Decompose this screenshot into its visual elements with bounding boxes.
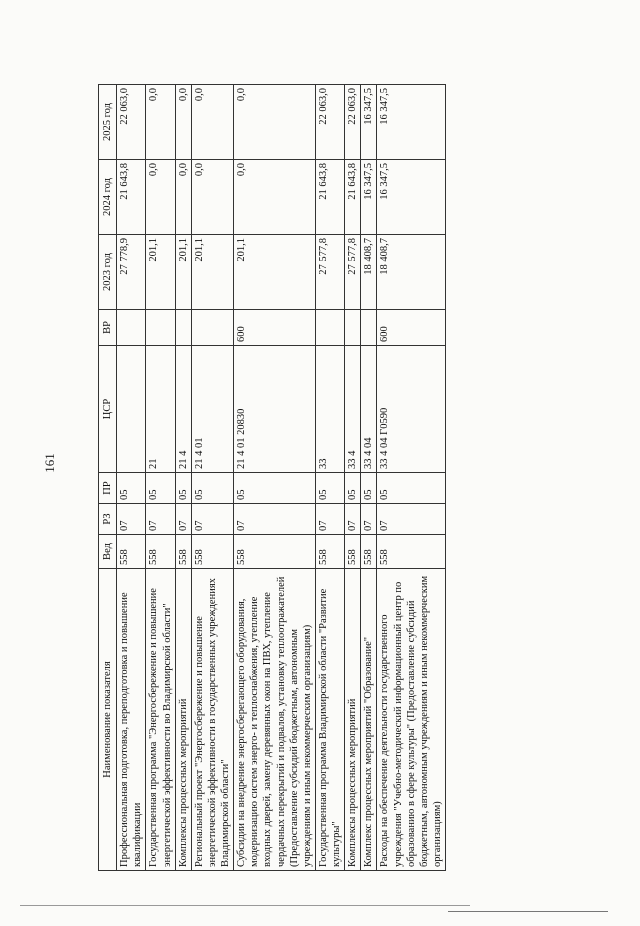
row-ved: 558 — [191, 535, 233, 569]
table-row — [361, 85, 377, 871]
scan-edge-line — [20, 905, 470, 906]
row-name: Комплекс процессных мероприятий "Образование" — [361, 569, 377, 871]
table-row — [377, 85, 446, 871]
row-2025: 22 063,0 — [315, 85, 344, 160]
row-2023: 201,1 — [175, 235, 191, 310]
row-2024: 16 347,5 — [377, 160, 446, 235]
header-csr: ЦСР — [99, 346, 117, 473]
row-vr — [191, 310, 233, 346]
row-2025: 16 347,5 — [361, 85, 377, 160]
row-2025: 0,0 — [191, 85, 233, 160]
row-csr: 33 — [315, 346, 344, 473]
row-2024: 21 643,8 — [315, 160, 344, 235]
row-ved: 558 — [377, 535, 446, 569]
row-ved: 558 — [315, 535, 344, 569]
row-2025: 0,0 — [175, 85, 191, 160]
row-rz: 07 — [361, 504, 377, 535]
row-2023: 201,1 — [234, 235, 316, 310]
row-vr — [315, 310, 344, 346]
row-vr — [117, 310, 146, 346]
row-rz: 07 — [315, 504, 344, 535]
row-vr — [361, 310, 377, 346]
row-vr: 600 — [377, 310, 446, 346]
row-pr: 05 — [377, 473, 446, 504]
header-2024: 2024 год — [99, 160, 117, 235]
row-csr — [117, 346, 146, 473]
row-rz: 07 — [146, 504, 175, 535]
table-row — [191, 85, 233, 871]
table-row — [175, 85, 191, 871]
table-row — [146, 85, 175, 871]
row-2023: 27 778,9 — [117, 235, 146, 310]
row-pr: 05 — [361, 473, 377, 504]
table-row — [234, 85, 316, 871]
row-2024: 0,0 — [146, 160, 175, 235]
row-rz: 07 — [117, 504, 146, 535]
row-csr: 21 4 01 — [191, 346, 233, 473]
row-pr: 05 — [234, 473, 316, 504]
row-vr — [146, 310, 175, 346]
table-row — [315, 85, 344, 871]
row-ved: 558 — [175, 535, 191, 569]
row-csr: 21 — [146, 346, 175, 473]
row-2023: 18 408,7 — [361, 235, 377, 310]
row-2025: 22 063,0 — [117, 85, 146, 160]
row-rz: 07 — [234, 504, 316, 535]
row-rz: 07 — [377, 504, 446, 535]
header-vr: ВР — [99, 310, 117, 346]
row-2023: 201,1 — [191, 235, 233, 310]
header-row — [99, 85, 117, 871]
row-2024: 21 643,8 — [117, 160, 146, 235]
table-row — [117, 85, 146, 871]
row-vr — [345, 310, 361, 346]
row-csr: 33 4 04 Г0590 — [377, 346, 446, 473]
row-2024: 0,0 — [175, 160, 191, 235]
table-row — [345, 85, 361, 871]
header-name: Наименование показателя — [99, 569, 117, 871]
row-ved: 558 — [345, 535, 361, 569]
row-name: Расходы на обеспечение деятельности государственного учреждения "Учебно-методический информационный центр по образованию в сфере культуры" (Предоставление субсидий бюджетным, автономным учреждениям и иным некоммерческим организациям) — [377, 569, 446, 871]
row-csr: 21 4 — [175, 346, 191, 473]
header-2023: 2023 год — [99, 235, 117, 310]
row-2025: 0,0 — [234, 85, 316, 160]
row-2025: 22 063,0 — [345, 85, 361, 160]
row-pr: 05 — [315, 473, 344, 504]
row-ved: 558 — [234, 535, 316, 569]
row-vr: 600 — [234, 310, 316, 346]
row-name: Государственная программа "Энергосбережение и повышение энергетической эффективности во Владимирской области" — [146, 569, 175, 871]
row-2025: 16 347,5 — [377, 85, 446, 160]
header-rz: РЗ — [99, 504, 117, 535]
row-csr: 33 4 — [345, 346, 361, 473]
row-rz: 07 — [175, 504, 191, 535]
row-name: Комплексы процессных мероприятий — [175, 569, 191, 871]
row-ved: 558 — [117, 535, 146, 569]
row-2024: 0,0 — [191, 160, 233, 235]
row-name: Комплексы процессных мероприятий — [345, 569, 361, 871]
page-number: 161 — [42, 453, 57, 473]
row-ved: 558 — [146, 535, 175, 569]
header-ved: Вед — [99, 535, 117, 569]
row-pr: 05 — [117, 473, 146, 504]
row-2023: 27 577,8 — [345, 235, 361, 310]
row-csr: 21 4 01 20830 — [234, 346, 316, 473]
row-2024: 21 643,8 — [345, 160, 361, 235]
rotated-page-content — [98, 85, 608, 871]
scan-edge-line — [448, 911, 608, 912]
header-2025: 2025 год — [99, 85, 117, 160]
row-2023: 201,1 — [146, 235, 175, 310]
row-csr: 33 4 04 — [361, 346, 377, 473]
row-ved: 558 — [361, 535, 377, 569]
row-2023: 27 577,8 — [315, 235, 344, 310]
budget-table — [98, 84, 446, 871]
row-name: Субсидии на внедрение энергосберегающего оборудования, модернизацию систем энерго- и теплоснабжения, утепление входных дверей, замену деревянных окон на ПВХ, утепление чердачных перекрытий и подвалов, установку теплоотражателей (Предоставление субсидий бюджетным, автономным учреждениям и иным некоммерческим организациям) — [234, 569, 316, 871]
row-pr: 05 — [191, 473, 233, 504]
row-2023: 18 408,7 — [377, 235, 446, 310]
row-pr: 05 — [345, 473, 361, 504]
row-2024: 16 347,5 — [361, 160, 377, 235]
row-name: Государственная программа Владимирской области "Развитие культуры" — [315, 569, 344, 871]
row-pr: 05 — [175, 473, 191, 504]
row-name: Профессиональная подготовка, переподготовка и повышение квалификации — [117, 569, 146, 871]
row-rz: 07 — [191, 504, 233, 535]
budget-table-container — [98, 85, 608, 871]
row-rz: 07 — [345, 504, 361, 535]
row-name: Региональный проект "Энергосбережение и повышение энергетической эффективности в государственных учреждениях Владимирской области" — [191, 569, 233, 871]
row-pr: 05 — [146, 473, 175, 504]
row-vr — [175, 310, 191, 346]
row-2024: 0,0 — [234, 160, 316, 235]
row-2025: 0,0 — [146, 85, 175, 160]
header-pr: ПР — [99, 473, 117, 504]
